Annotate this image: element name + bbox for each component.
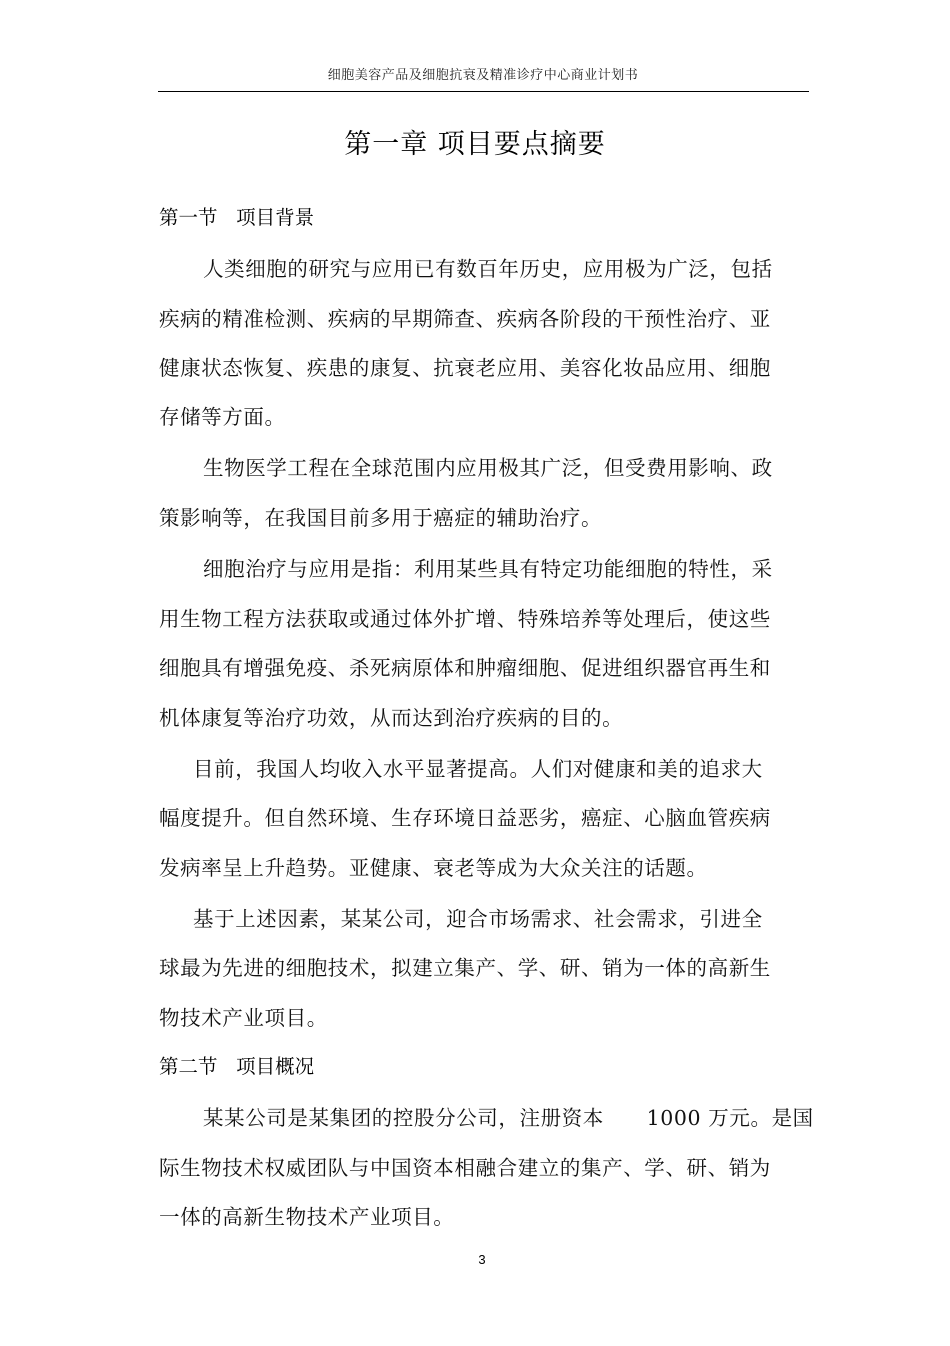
body-line: 策影响等，在我国目前多用于癌症的辅助治疗。 [159,506,603,530]
section-heading-background: 第一节 项目背景 [159,206,315,229]
body-line: 用生物工程方法获取或通过体外扩增、特殊培养等处理后，使这些 [159,607,771,631]
body-line: 基于上述因素，某某公司，迎合市场需求、社会需求，引进全 [193,907,763,931]
body-line: 幅度提升。但自然环境、生存环境日益恶劣，癌症、心脑血管疾病 [159,806,771,830]
body-line: 机体康复等治疗功效，从而达到治疗疾病的目的。 [159,706,624,730]
body-line: 目前，我国人均收入水平显著提高。人们对健康和美的追求大 [193,757,763,781]
body-line: 某某公司是某集团的控股分公司，注册资本 1000 万元。是国 [203,1106,814,1130]
body-line: 发病率呈上升趋势。亚健康、衰老等成为大众关注的话题。 [159,856,708,880]
body-line: 细胞治疗与应用是指：利用某些具有特定功能细胞的特性，采 [203,557,773,581]
body-line: 细胞具有增强免疫、杀死病原体和肿瘤细胞、促进组织器官再生和 [159,656,771,680]
body-line: 疾病的精准检测、疾病的早期筛查、疾病各阶段的干预性治疗、亚 [159,307,771,331]
chapter-title: 第一章 项目要点摘要 [344,129,606,160]
section-heading-overview: 第二节 项目概况 [159,1055,315,1078]
body-line: 球最为先进的细胞技术，拟建立集产、学、研、销为一体的高新生 [159,956,771,980]
body-line: 际生物技术权威团队与中国资本相融合建立的集产、学、研、销为 [159,1156,771,1180]
body-line: 健康状态恢复、疾患的康复、抗衰老应用、美容化妆品应用、细胞 [159,356,771,380]
running-header: 细胞美容产品及细胞抗衰及精准诊疗中心商业计划书 [327,68,639,83]
header-divider [158,91,809,92]
body-line: 存储等方面。 [159,405,286,429]
page-number: 3 [478,1252,486,1267]
body-line: 物技术产业项目。 [159,1006,328,1030]
body-line: 一体的高新生物技术产业项目。 [159,1205,455,1229]
body-line: 人类细胞的研究与应用已有数百年历史，应用极为广泛，包括 [203,257,773,281]
body-line: 生物医学工程在全球范围内应用极其广泛，但受费用影响、政 [203,456,773,480]
